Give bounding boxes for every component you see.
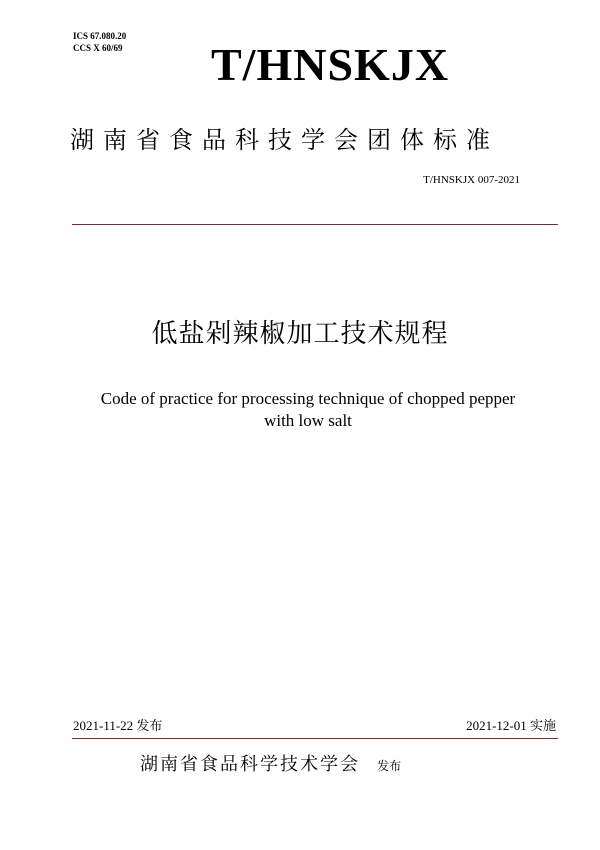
issue-date: 2021-11-22 发布: [73, 718, 163, 733]
document-title-chinese: 低盐剁辣椒加工技术规程: [151, 319, 449, 349]
bottom-divider: [72, 738, 558, 739]
ccs-code: CCS X 60/69: [73, 43, 123, 53]
top-divider: [72, 224, 558, 225]
issuer-line: [140, 750, 401, 776]
standard-logo: T/HNSKJX: [211, 39, 450, 90]
standard-number: T/HNSKJX 007-2021: [423, 174, 520, 186]
organization-banner: 湖南省食品科技学会团体标准: [70, 126, 499, 154]
issuer-name: 湖南省食品科学技术学会: [140, 754, 360, 775]
document-title-english: [60, 388, 556, 432]
title-english-line-2: with low salt: [264, 411, 352, 430]
title-english-line-1: Code of practice for processing technique of chopped pepper: [100, 389, 516, 408]
ics-code: ICS 67.080.20: [73, 31, 127, 41]
effective-date: 2021-12-01 实施: [466, 718, 556, 733]
issuer-verb: 发布: [377, 759, 402, 773]
classification-codes: [73, 30, 126, 54]
